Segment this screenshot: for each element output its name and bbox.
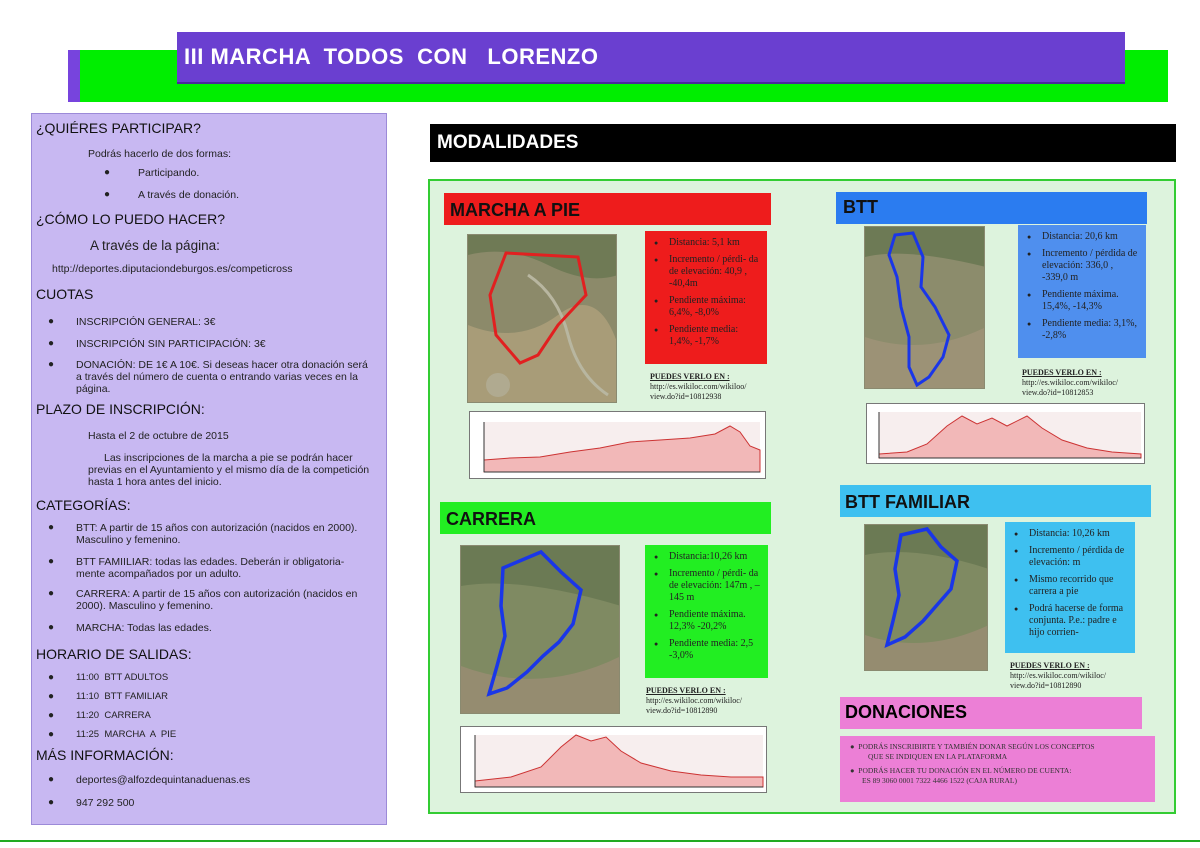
modalidades-title: MODALIDADES [437,132,579,153]
contact-email[interactable]: deportes@alfozdequintanaduenas.es [76,774,251,786]
marcha-link-id[interactable]: view.do?id=10812938 [650,392,722,401]
bullet: ● [48,588,55,599]
bullet: ● [48,522,55,533]
categories-heading: CATEGORÍAS: [36,497,131,513]
btt-stats [1018,225,1146,358]
carrera-stat: ● Pendiente media: 2,5 -3,0% [651,638,763,662]
carrera-see-label: PUEDES VERLO EN : [646,686,726,695]
bullet: ● [48,797,55,808]
carrera-link-id[interactable]: view.do?id=10812890 [646,706,718,715]
deadline-heading: PLAZO DE INSCRIPCIÓN: [36,401,205,417]
carrera-stat: ● Distancia:10,26 km [651,551,763,563]
familiar-title: BTT FAMILIAR [845,492,970,512]
carrera-link[interactable]: http://es.wikiloc.com/wikiloc/ [646,696,742,705]
btt-stat: ● Pendiente máxima. 15,4%, -14,3% [1024,289,1141,313]
btt-stat: ● Pendiente media: 3,1%, -2,8% [1024,318,1141,342]
deadline-date: Hasta el 2 de octubre de 2015 [88,430,229,442]
bank-account: ES 89 3060 0001 7322 4466 1522 (CAJA RURAL) [862,776,1018,785]
btt-stat: ● Incremento / pérdida de elevación: 336,0 , -339,0 m [1024,248,1141,284]
contact-phone: 947 292 500 [76,797,135,809]
marcha-stat: ● Pendiente media: 1,4%, -1,7% [651,324,762,348]
category-btt: BTT: A partir de 15 años con autorización (nacidos en 2000). Masculino y femenino. [76,522,358,546]
donaciones-title: DONACIONES [845,702,968,722]
bullet: ● [850,742,859,751]
marcha-title: MARCHA A PIE [450,200,580,220]
page-title: III MARCHA TODOS CON LORENZO [184,44,599,69]
btt-link[interactable]: http://es.wikiloc.com/wikiloc/ [1022,378,1118,387]
bullet: ● [48,672,55,683]
schedule-heading: HORARIO DE SALIDAS: [36,646,192,662]
schedule-item: 11:20 CARRERA [76,710,151,721]
schedule-item: 11:10 BTT FAMILIAR [76,691,169,702]
bullet: ● [850,766,859,775]
btt-stat: ● Distancia: 20,6 km [1024,231,1141,243]
fee-no-participation: INSCRIPCIÓN SIN PARTICIPACIÓN: 3€ [76,338,266,350]
more-info-heading: MÁS INFORMACIÓN: [36,747,174,763]
fees-heading: CUOTAS [36,286,94,302]
marcha-elevation-profile [469,411,766,479]
familiar-link[interactable]: http://es.wikiloc.com/wikiloc/ [1010,671,1106,680]
how-heading: ¿CÓMO LO PUEDO HACER? [36,211,226,227]
btt-route-map [864,226,985,389]
bullet: ● [48,622,55,633]
carrera-link-block [646,686,742,716]
bullet: ● [48,359,55,370]
marcha-see-label: PUEDES VERLO EN : [650,372,730,381]
donation-line: QUE SE INDIQUEN EN LA PLATAFORMA [868,752,1008,761]
schedule-item: 11:00 BTT ADULTOS [76,672,169,683]
carrera-stat: ● Incremento / pérdi- da de elevación: 147m , – 145 m [651,568,763,604]
category-btt-familiar: BTT FAMIILIAR: todas las edades. Deberán ir obligatoria- mente acompañados por un adulto. [76,556,345,580]
familiar-stat: ● Incremento / pérdida de elevación: m [1011,545,1130,569]
carrera-stat: ● Pendiente máxima. 12,3% -20,2% [651,609,763,633]
bullet: ● [104,189,111,200]
familiar-stats [1005,522,1135,653]
marcha-stat: ● Incremento / pérdi- da de elevación: 40,9 , -40,4m [651,254,762,290]
fee-general: INSCRIPCIÓN GENERAL: 3€ [76,316,216,328]
familiar-link-block [1010,661,1106,691]
registration-url[interactable]: http://deportes.diputaciondeburgos.es/competicross [52,263,293,275]
carrera-elevation-profile [460,726,767,793]
btt-bar [836,192,1147,224]
option-participating: Participando. [138,167,200,179]
familiar-link-id[interactable]: view.do?id=10812890 [1010,681,1082,690]
bullet: ● [48,710,55,721]
category-carrera: CARRERA: A partir de 15 años con autorización (nacidos en 2000). Masculino y femenino. [76,588,358,612]
carrera-stats [645,545,768,678]
schedule-item: 11:25 MARCHA A PIE [76,729,177,740]
marcha-stat: ● Distancia: 5,1 km [651,237,762,249]
header-purple-side [68,50,80,102]
donation-line: PODRÁS HACER TU DONACIÓN EN EL NÚMERO DE CUENTA: [858,766,1072,775]
bullet: ● [48,774,55,785]
carrera-title: CARRERA [446,509,536,529]
fee-donation: DONACIÓN: DE 1€ A 10€. Si deseas hacer otra donación será a través del número de cuenta o entrando varias veces en la página. [76,359,368,395]
familiar-route-map [864,524,988,671]
bullet: ● [104,167,111,178]
participate-intro: Podrás hacerlo de dos formas: [88,148,231,160]
bullet: ● [48,729,55,740]
how-intro: A través de la página: [90,238,220,253]
btt-link-id[interactable]: view.do?id=10812853 [1022,388,1094,397]
deadline-note: Las inscripciones de la marcha a pie se podrán hacer previas en el Ayuntamiento y el mismo día de la competición hasta 1 hora antes del inicio. [88,452,370,488]
familiar-see-label: PUEDES VERLO EN : [1010,661,1090,670]
carrera-route-map [460,545,620,714]
participate-heading: ¿QUIÉRES PARTICIPAR? [36,120,201,136]
btt-link-block [1022,368,1118,398]
bullet: ● [48,691,55,702]
option-donation: A través de donación. [138,189,239,201]
category-marcha: MARCHA: Todas las edades. [76,622,212,634]
btt-elevation-profile [866,403,1145,464]
marcha-stat: ● Pendiente máxima: 6,4%, -8,0% [651,295,762,319]
bullet: ● [48,338,55,349]
donaciones-box [840,736,1155,802]
btt-see-label: PUEDES VERLO EN : [1022,368,1102,377]
marcha-link[interactable]: http://es.wikiloc.com/wikiloo/ [650,382,747,391]
familiar-stat: ● Mismo recorrido que carrera a pie [1011,574,1130,598]
marcha-stats [645,231,767,364]
familiar-stat: ● Distancia: 10,26 km [1011,528,1130,540]
bottom-rule [0,840,1200,842]
bullet: ● [48,316,55,327]
familiar-stat: ● Podrá hacerse de forma conjunta. P.e.: padre e hijo corrien- [1011,603,1130,639]
btt-title: BTT [843,197,878,217]
marcha-route-map [467,234,617,403]
marcha-link-block [650,372,746,402]
donation-line: PODRÁS INSCRIBIRTE Y TAMBIÉN DONAR SEGÚN LOS CONCEPTOS [858,742,1095,751]
bullet: ● [48,556,55,567]
